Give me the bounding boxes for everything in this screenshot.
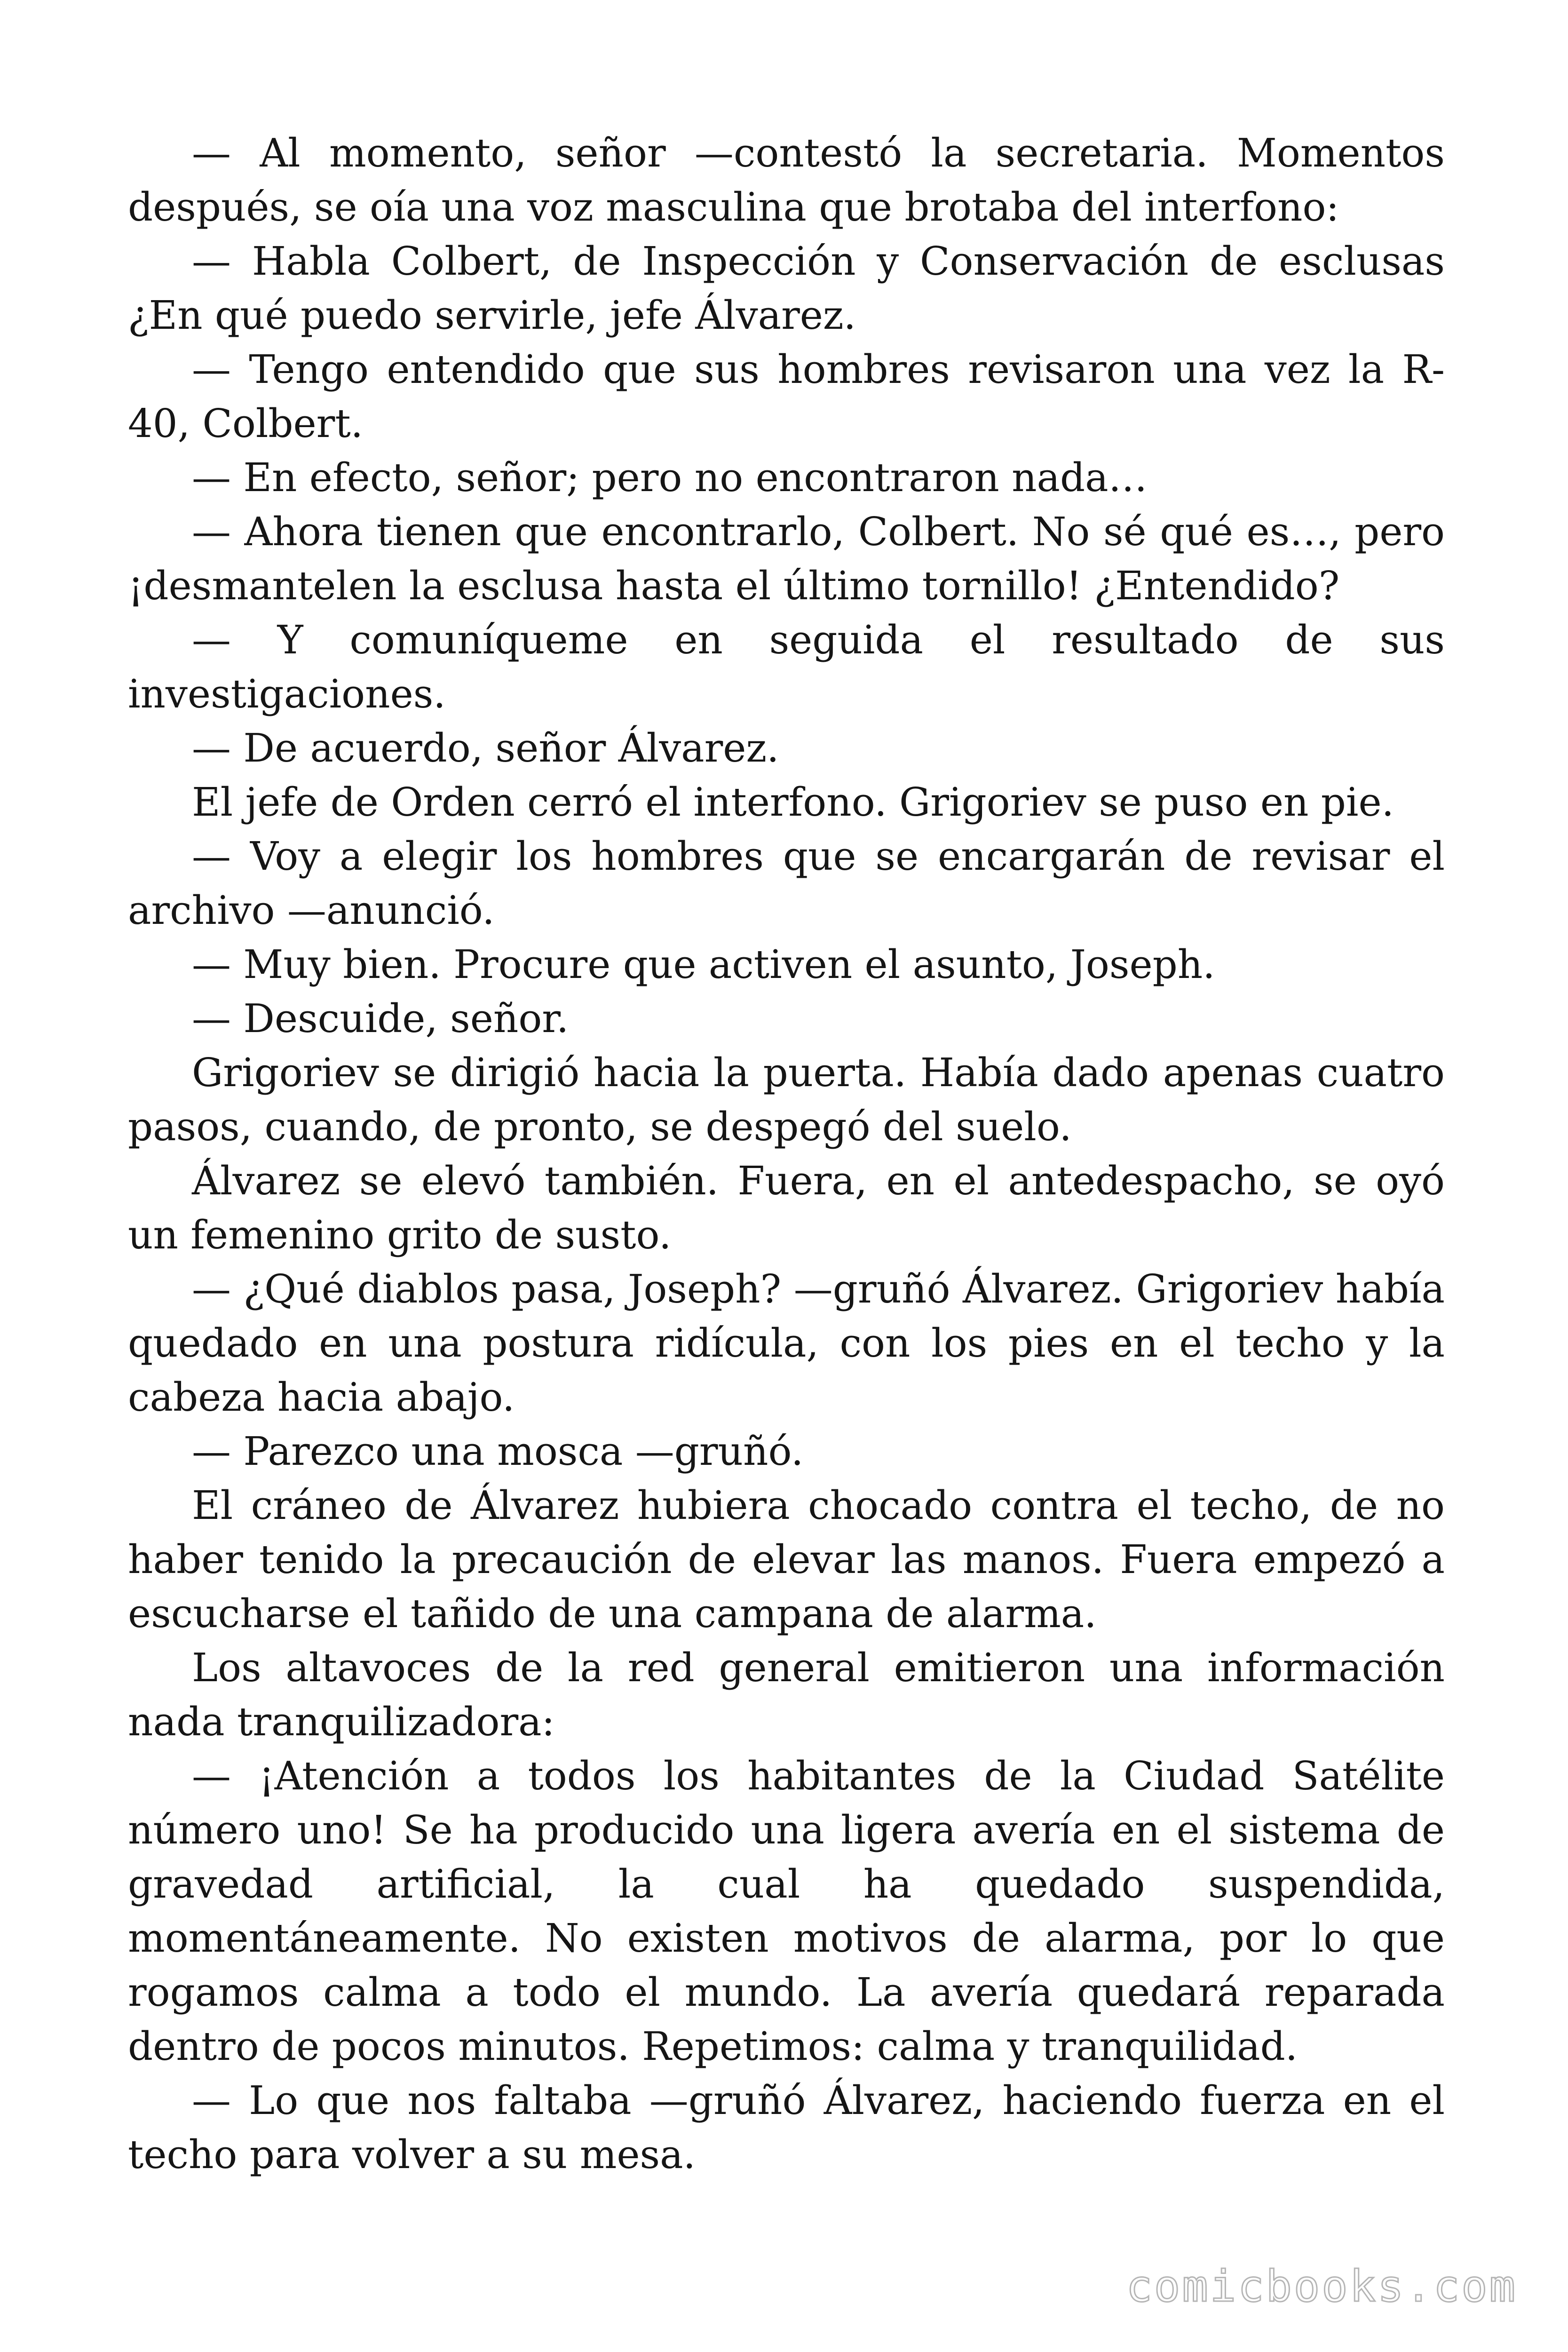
paragraph: — En efecto, señor; pero no encontraron nada…: [192, 455, 1148, 501]
paragraph: — Descuide, señor.: [192, 996, 569, 1041]
paragraph: — Habla Colbert, de Inspección y Conservación de esclusas ¿En qué puedo servirle, jefe Álvarez.: [128, 238, 1445, 338]
page-body: [128, 126, 1445, 2182]
watermark: comicbooks.com: [1126, 2261, 1517, 2312]
paragraph: — Al momento, señor —contestó la secretaria. Momentos después, se oía una voz masculina que brotaba del interfono:: [128, 130, 1445, 230]
paragraph: — Y comuníqueme en seguida el resultado de sus investigaciones.: [128, 617, 1445, 717]
paragraph: — De acuerdo, señor Álvarez.: [192, 725, 779, 771]
paragraph: — Muy bien. Procure que activen el asunto, Joseph.: [192, 942, 1215, 987]
paragraph: — Tengo entendido que sus hombres revisaron una vez la R-40, Colbert.: [128, 347, 1445, 446]
paragraph: Grigoriev se dirigió hacia la puerta. Había dado apenas cuatro pasos, cuando, de pronto, se despegó del suelo.: [128, 1050, 1445, 1150]
paragraph: — Ahora tienen que encontrarlo, Colbert. No sé qué es…, pero ¡desmantelen la esclusa hasta el último tornillo! ¿Entendido?: [128, 509, 1445, 609]
paragraph: — Lo que nos faltaba —gruñó Álvarez, haciendo fuerza en el techo para volver a su mesa.: [128, 2078, 1445, 2177]
paragraph: — Parezco una mosca —gruñó.: [192, 1429, 804, 1474]
paragraph: El jefe de Orden cerró el interfono. Grigoriev se puso en pie.: [192, 779, 1394, 825]
paragraph: — Voy a elegir los hombres que se encargarán de revisar el archivo —anunció.: [128, 834, 1445, 933]
paragraph: — ¿Qué diablos pasa, Joseph? —gruñó Álvarez. Grigoriev había quedado en una postura ridícula, con los pies en el techo y la cabeza hacia abajo.: [128, 1266, 1445, 1420]
paragraph: El cráneo de Álvarez hubiera chocado contra el techo, de no haber tenido la precaución de elevar las manos. Fuera empezó a escucharse el tañido de una campana de alarma.: [128, 1483, 1445, 1637]
paragraph: Álvarez se elevó también. Fuera, en el antedespacho, se oyó un femenino grito de susto.: [128, 1158, 1445, 1258]
paragraph: — ¡Atención a todos los habitantes de la Ciudad Satélite número uno! Se ha producido una ligera avería en el sistema de gravedad artificial, la cual ha quedado suspendida, momentáneamente. No existen motivos de alarma, por lo que rogamos calma a todo el mundo. La avería quedará reparada dentro de pocos minutos. Repetimos: calma y tranquilidad.: [128, 1753, 1445, 2069]
paragraph: Los altavoces de la red general emitieron una información nada tranquilizadora:: [128, 1645, 1445, 1745]
